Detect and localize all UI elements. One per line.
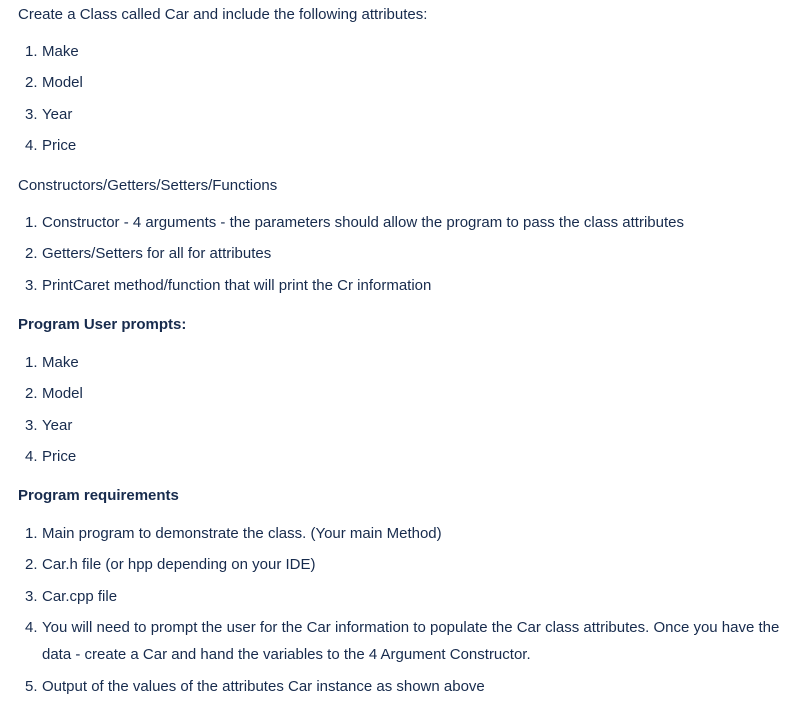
list-item: 2. Model — [25, 385, 83, 402]
list-item: 1. Make — [25, 354, 79, 371]
prompts-heading: Program User prompts: — [18, 316, 187, 333]
list-item: 3. Car.cpp file — [25, 588, 118, 605]
list-item: 4. Price — [25, 137, 77, 154]
list-item: 1. Constructor - 4 arguments - the parameters should allow the program to pass the class attributes — [25, 214, 684, 231]
list-item: 2. Getters/Setters for all for attributes — [25, 245, 272, 262]
intro-text: Create a Class called Car and include the following attributes: — [18, 6, 428, 23]
requirements-heading: Program requirements — [18, 487, 179, 504]
list-item: 2. Car.h file (or hpp depending on your IDE) — [25, 556, 316, 573]
list-item: 4. You will need to prompt the user for the Car information to populate the Car class attributes. Once you have the data - create a Car and hand the variables to the 4 Argument Constructor. — [25, 619, 780, 663]
list-item: 4. Price — [25, 448, 77, 465]
list-item: 3. PrintCaret method/function that will print the Cr information — [25, 277, 432, 294]
list-item: 2. Model — [25, 74, 83, 91]
list-item: 3. Year — [25, 417, 73, 434]
list-item: 5. Output of the values of the attributes Car instance as shown above — [25, 678, 485, 695]
constructors-heading: Constructors/Getters/Setters/Functions — [18, 177, 278, 194]
list-item: 1. Make — [25, 43, 79, 60]
list-item: 1. Main program to demonstrate the class. (Your main Method) — [25, 525, 442, 542]
list-item: 3. Year — [25, 106, 73, 123]
